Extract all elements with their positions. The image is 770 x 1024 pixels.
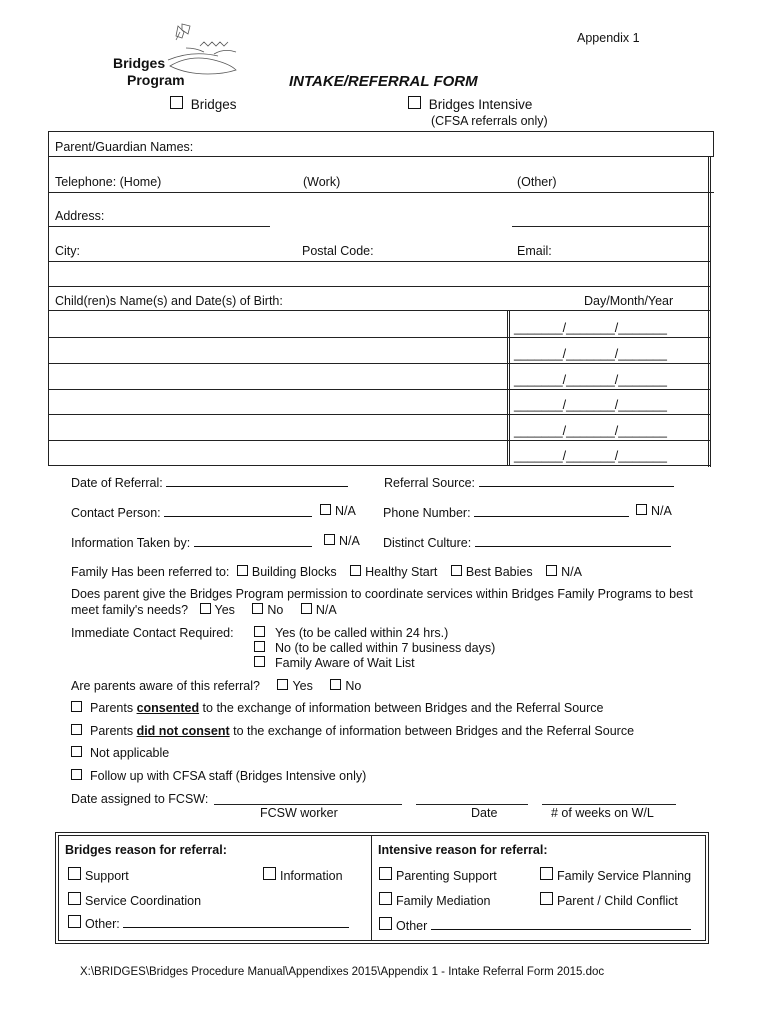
follow-up-row[interactable] xyxy=(71,769,366,783)
checkbox-best-babies[interactable] xyxy=(451,565,462,576)
dmy-label: Day/Month/Year xyxy=(584,294,674,308)
checkbox[interactable] xyxy=(324,534,335,545)
info-taken-by-label: Information Taken by: xyxy=(71,536,191,550)
family-referred-label: Family Has been referred to: xyxy=(71,565,230,579)
footer-path: X:\BRIDGES\Bridges Procedure Manual\Appendixes 2015\Appendix 1 - Intake Referral Form 2015.doc xyxy=(80,966,605,978)
children-label: Child(ren)s Name(s) and Date(s) of Birth: xyxy=(55,294,283,308)
info-taken-by-field[interactable] xyxy=(194,534,312,547)
postal-code-label: Postal Code: xyxy=(302,244,374,258)
follow-up-label: Follow up with CFSA staff (Bridges Intensive only) xyxy=(90,769,367,783)
checkbox-healthy-start[interactable] xyxy=(350,565,361,576)
logo-line2: Program xyxy=(127,72,185,88)
date-caption: Date xyxy=(471,806,498,820)
checkbox[interactable] xyxy=(254,641,265,652)
immediate-wait-label: Family Aware of Wait List xyxy=(275,656,415,670)
form-title: INTAKE/REFERRAL FORM xyxy=(289,73,478,90)
contact-person-row xyxy=(71,504,312,520)
contact-person-na[interactable] xyxy=(320,504,356,518)
referral-source-field[interactable] xyxy=(479,474,674,487)
healthy-start-label: Healthy Start xyxy=(365,565,438,579)
na-label: N/A xyxy=(339,534,360,548)
na-label: N/A xyxy=(315,603,337,617)
other-intensive-field[interactable] xyxy=(431,917,691,930)
phone-number-field[interactable] xyxy=(474,504,629,517)
checkbox-aware-no[interactable] xyxy=(330,679,341,690)
bridges-reason-title: Bridges reason for referral: xyxy=(65,843,227,857)
checkbox[interactable] xyxy=(68,867,81,880)
checkbox[interactable] xyxy=(71,746,82,757)
consent-pre-text: Parents xyxy=(90,724,137,738)
aware-question-label: Are parents aware of this referral? xyxy=(71,679,260,693)
telephone-home-label: Telephone: (Home) xyxy=(55,175,162,189)
checkbox[interactable] xyxy=(71,769,82,780)
reason-family-service-planning[interactable] xyxy=(540,867,691,883)
city-label: City: xyxy=(55,244,80,258)
checkbox[interactable] xyxy=(263,867,276,880)
distinct-culture-field[interactable] xyxy=(475,534,671,547)
yes-label: Yes xyxy=(292,679,313,693)
no-consent-post-text: to the exchange of information between Bridges and the Referral Source xyxy=(229,724,635,738)
dob-field[interactable]: _______/_______/_______ xyxy=(514,424,667,438)
intensive-note: (CFSA referrals only) xyxy=(431,114,548,128)
parent-child-conflict-label: Parent / Child Conflict xyxy=(557,894,678,908)
date-of-referral-label: Date of Referral: xyxy=(71,476,163,490)
fcsw-worker-caption: FCSW worker xyxy=(260,806,338,820)
referral-source-row xyxy=(384,474,674,490)
email-label: Email: xyxy=(517,244,552,258)
service-coordination-label: Service Coordination xyxy=(85,894,202,908)
aware-row xyxy=(71,679,361,693)
reason-family-mediation[interactable] xyxy=(379,892,490,908)
building-blocks-label: Building Blocks xyxy=(251,565,337,579)
family-service-planning-label: Family Service Planning xyxy=(557,869,692,883)
date-of-referral-field[interactable] xyxy=(166,474,348,487)
checkbox[interactable] xyxy=(68,892,81,905)
permission-question-line1: Does parent give the Bridges Program permission to coordinate services within Bridges Family Programs to best xyxy=(71,587,693,601)
phone-number-na[interactable] xyxy=(636,504,672,518)
reason-other-bridges[interactable] xyxy=(68,915,349,931)
na-label: N/A xyxy=(651,504,672,518)
checkbox-permission-no[interactable] xyxy=(252,603,263,614)
contact-person-field[interactable] xyxy=(164,504,312,517)
fcsw-worker-field[interactable] xyxy=(214,804,402,805)
checkbox[interactable] xyxy=(379,892,392,905)
not-applicable-label: Not applicable xyxy=(90,746,170,760)
checkbox[interactable] xyxy=(68,915,81,928)
reason-other-intensive[interactable] xyxy=(379,917,691,933)
consented-row[interactable] xyxy=(71,701,604,715)
reason-service-coordination[interactable] xyxy=(68,892,201,908)
permission-q2-label: meet family's needs? xyxy=(71,603,189,617)
referral-source-label: Referral Source: xyxy=(384,476,476,490)
best-babies-label: Best Babies xyxy=(465,565,533,579)
reason-parent-child-conflict[interactable] xyxy=(540,892,678,908)
family-mediation-label: Family Mediation xyxy=(396,894,491,908)
support-label: Support xyxy=(85,869,129,883)
info-taken-by-row xyxy=(71,534,312,550)
checkbox[interactable] xyxy=(320,504,331,515)
distinct-culture-row xyxy=(383,534,671,550)
consent-pre-text: Parents xyxy=(90,701,137,715)
immediate-yes[interactable] xyxy=(254,626,448,640)
checkbox-building-blocks[interactable] xyxy=(237,565,248,576)
consent-post-text: to the exchange of information between Bridges and the Referral Source xyxy=(199,701,604,715)
immediate-yes-label: Yes (to be called within 24 hrs.) xyxy=(275,626,449,640)
info-taken-by-na[interactable] xyxy=(324,534,360,548)
checkbox[interactable] xyxy=(540,892,553,905)
immediate-no-label: No (to be called within 7 business days) xyxy=(275,641,496,655)
phone-number-label: Phone Number: xyxy=(383,506,471,520)
dob-field[interactable]: _______/_______/_______ xyxy=(514,449,667,463)
date-assigned-label: Date assigned to FCSW: xyxy=(71,792,209,806)
immediate-wait-list[interactable] xyxy=(254,656,415,670)
option-bridges[interactable] xyxy=(170,96,237,112)
dob-field[interactable]: _______/_______/_______ xyxy=(514,373,667,387)
consented-text: consented xyxy=(136,701,200,715)
intensive-reason-title: Intensive reason for referral: xyxy=(378,843,548,857)
checkbox[interactable] xyxy=(170,96,183,109)
yes-label: Yes xyxy=(214,603,235,617)
checkbox-aware-yes[interactable] xyxy=(277,679,288,690)
not-applicable-row[interactable] xyxy=(71,746,169,760)
family-referred-row xyxy=(71,565,582,579)
na-label: N/A xyxy=(335,504,356,518)
dob-field[interactable]: _______/_______/_______ xyxy=(514,398,667,412)
checkbox[interactable] xyxy=(254,626,265,637)
dob-field[interactable]: _______/_______/_______ xyxy=(514,347,667,361)
appendix-label: Appendix 1 xyxy=(577,31,640,45)
checkbox[interactable] xyxy=(71,701,82,712)
address-label: Address: xyxy=(55,209,105,223)
immediate-contact-label: Immediate Contact Required: xyxy=(71,626,234,640)
immediate-no[interactable] xyxy=(254,641,495,655)
checkbox[interactable] xyxy=(379,917,392,930)
checkbox[interactable] xyxy=(636,504,647,515)
parent-names-label: Parent/Guardian Names: xyxy=(55,140,194,154)
date-field[interactable] xyxy=(416,804,528,805)
other-bridges-label: Other: xyxy=(85,917,120,931)
telephone-other-label: (Other) xyxy=(517,175,557,189)
option-intensive-label: Bridges Intensive xyxy=(428,97,533,112)
no-label: No xyxy=(345,679,362,693)
reason-support[interactable] xyxy=(68,867,129,883)
did-not-consent-row[interactable] xyxy=(71,724,634,738)
reason-information[interactable] xyxy=(263,867,343,883)
other-intensive-label: Other xyxy=(396,919,428,933)
parenting-support-label: Parenting Support xyxy=(396,869,497,883)
option-bridges-intensive[interactable] xyxy=(408,96,532,112)
date-of-referral-row xyxy=(71,474,348,490)
weeks-caption: # of weeks on W/L xyxy=(551,806,654,820)
checkbox[interactable] xyxy=(379,867,392,880)
did-not-consent-text: did not consent xyxy=(136,724,230,738)
na-label: N/A xyxy=(561,565,582,579)
checkbox-permission-yes[interactable] xyxy=(200,603,211,614)
checkbox[interactable] xyxy=(254,656,265,667)
contact-person-label: Contact Person: xyxy=(71,506,161,520)
logo-line1: Bridges xyxy=(113,55,166,71)
permission-question-line2 xyxy=(71,603,337,617)
weeks-field[interactable] xyxy=(542,804,676,805)
checkbox-na[interactable] xyxy=(546,565,557,576)
no-label: No xyxy=(267,603,284,617)
checkbox[interactable] xyxy=(408,96,421,109)
telephone-work-label: (Work) xyxy=(303,175,341,189)
information-label: Information xyxy=(280,869,343,883)
distinct-culture-label: Distinct Culture: xyxy=(383,536,472,550)
checkbox[interactable] xyxy=(71,724,82,735)
other-bridges-field[interactable] xyxy=(123,915,349,928)
dob-field[interactable]: _______/_______/_______ xyxy=(514,321,667,335)
phone-number-row xyxy=(383,504,629,520)
option-bridges-label: Bridges xyxy=(190,97,237,112)
checkbox-permission-na[interactable] xyxy=(301,603,312,614)
checkbox[interactable] xyxy=(540,867,553,880)
reason-parenting-support[interactable] xyxy=(379,867,497,883)
